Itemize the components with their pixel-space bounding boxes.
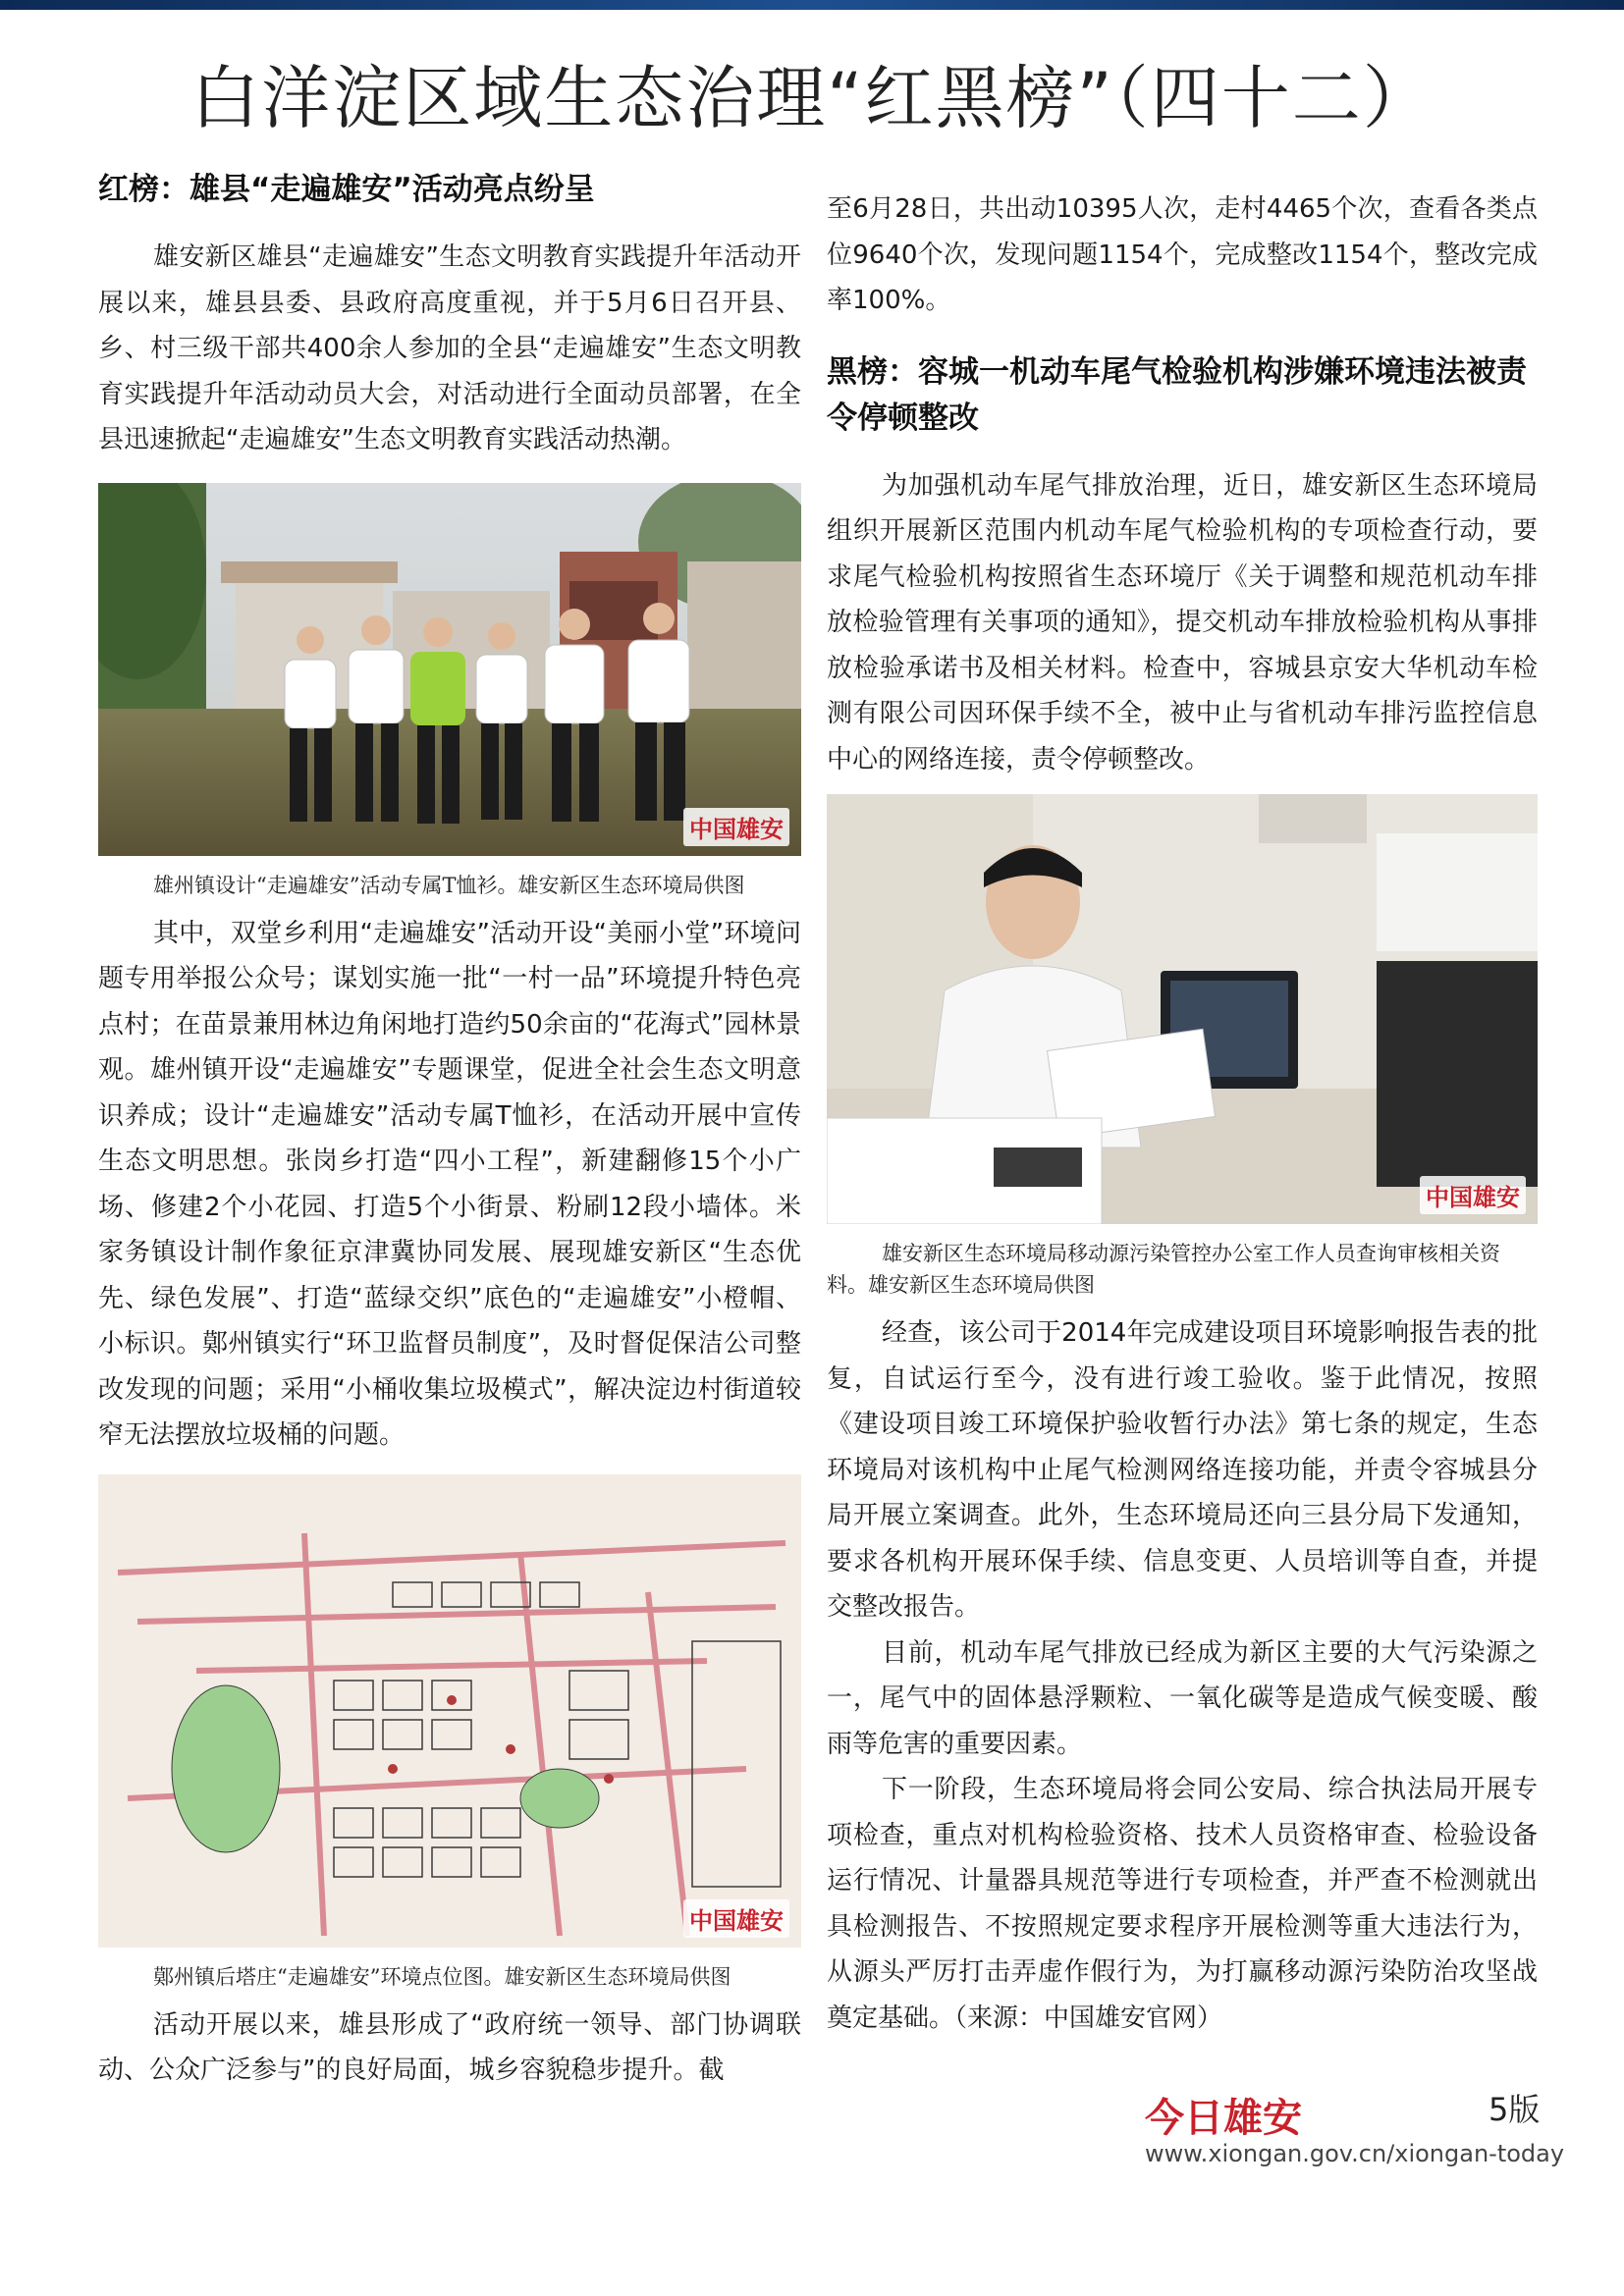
right-column (827, 187, 1538, 2041)
black-paragraph-1: 为加强机动车尾气排放治理，近日，雄安新区生态环境局组织开展新区范围内机动车尾气检验机构的专项检查行动，要求尾气检验机构按照省生态环境厅《关于调整和规范机动车排放检验管理有关事项的通知》，提交机动车排放检验机构从事排放检验承诺书及相关材料。检查中，容城县京安大华机动车检测有限公司因环保手续不全，被中止与省机动车排污监控信息中心的网络连接，责令停顿整改。 (827, 470, 1538, 774)
black-paragraph-4: 下一阶段，生态环境局将会同公安局、综合执法局开展专项检查，重点对机构检验资格、技术人员资格审查、检验设备运行情况、计量器具规范等进行专项检查，并严查不检测就出具检测报告、不按照规定要求程序开展检测等重大违法行为，从源头严厉打击弄虚作假行为，为打赢移动源污染防治攻坚战奠定基础。（来源：中国雄安官网） (827, 1775, 1538, 2033)
footer-url: www.xiongan.gov.cn/xiongan-today (1145, 2140, 1565, 2167)
red-paragraph-3-continued: 至6月28日，共出动10395人次，走村4465个次，查看各类点位9640个次，发现问题1154个，完成整改1154个，整改完成率100%。 (827, 194, 1538, 315)
watermark-logo-map: 中国雄安 (683, 1899, 789, 1938)
red-paragraph-3: 活动开展以来，雄县形成了“政府统一领导、部门协调联动、公众广泛参与”的良好局面，城乡容貌稳步提升。截 (98, 2009, 801, 2085)
red-paragraph-1: 雄安新区雄县“走遍雄安”生态文明教育实践提升年活动开展以来，雄县县委、县政府高度重视，并于5月6日召开县、乡、村三级干部共400余人参加的全县“走遍雄安”生态文明教育实践提升年活动动员大会，对活动进行全面动员部署，在全县迅速掀起“走遍雄安”生态文明教育实践活动热潮。 (98, 242, 801, 454)
top-accent-bar (0, 0, 1624, 10)
watermark-logo-office: 中国雄安 (1420, 1176, 1526, 1214)
red-list-heading: 红榜：雄县“走遍雄安”活动亮点纷呈 (98, 172, 595, 207)
black-paragraph-2: 经查，该公司于2014年完成建设项目环境影响报告表的批复，自试运行至今，没有进行竣工验收。鉴于此情况，按照《建设项目竣工环境保护验收暂行办法》第七条的规定，生态环境局对该机构中止尾气检测网络连接功能，并责令容城县分局开展立案调查。此外，生态环境局还向三县分局下发通知，要求各机构开展环保手续、信息变更、人员培训等自查，并提交整改报告。 (827, 1318, 1538, 1622)
group-photo-illustration (98, 483, 801, 856)
photo-office-worker (827, 794, 1538, 1224)
photo-caption-map: 鄚州镇后塔庄“走遍雄安”环境点位图。雄安新区生态环境局供图 (153, 1964, 731, 1989)
office-photo-illustration (827, 794, 1538, 1224)
black-paragraph-3: 目前，机动车尾气排放已经成为新区主要的大气污染源之一，尾气中的固体悬浮颗粒、一氧化碳等是造成气候变暖、酸雨等危害的重要因素。 (827, 1637, 1538, 1759)
black-list-heading: 黑榜：容城一机动车尾气检验机构涉嫌环境违法被责令停顿整改 (827, 353, 1527, 436)
hand-drawn-map-illustration (98, 1474, 801, 1948)
photo-caption-tshirts: 雄州镇设计“走遍雄安”活动专属T恤衫。雄安新区生态环境局供图 (153, 873, 745, 897)
photo-village-map (98, 1474, 801, 1948)
photo-caption-office: 雄安新区生态环境局移动源污染管控办公室工作人员查询审核相关资料。雄安新区生态环境局供图 (827, 1242, 1500, 1297)
watermark-logo: 中国雄安 (683, 808, 789, 846)
left-column (98, 167, 801, 2093)
footer-logo: 今日雄安 (1145, 2095, 1302, 2141)
page-number: 5版 (1489, 2091, 1541, 2128)
page-title: 白洋淀区域生态治理“红黑榜”（四十二） (190, 58, 1434, 138)
red-paragraph-2: 其中，双堂乡利用“走遍雄安”活动开设“美丽小堂”环境问题专用举报公众号；谋划实施一批“一村一品”环境提升特色亮点村；在苗景兼用林边角闲地打造约50余亩的“花海式”园林景观。雄州镇开设“走遍雄安”专题课堂，促进全社会生态文明意识养成；设计“走遍雄安”活动专属T恤衫，在活动开展中宣传生态文明思想。张岗乡打造“四小工程”，新建翻修15个小广场、修建2个小花园、打造5个小街景、粉刷12段小墙体。米家务镇设计制作象征京津冀协同发展、展现雄安新区“生态优先、绿色发展”、打造“蓝绿交织”底色的“走遍雄安”小橙帽、小标识。鄚州镇实行“环卫监督员制度”，及时督促保洁公司整改发现的问题；采用“小桶收集垃圾模式”，解决淀边村街道较窄无法摆放垃圾桶的问题。 (98, 918, 801, 1450)
photo-group-tshirts (98, 483, 801, 856)
